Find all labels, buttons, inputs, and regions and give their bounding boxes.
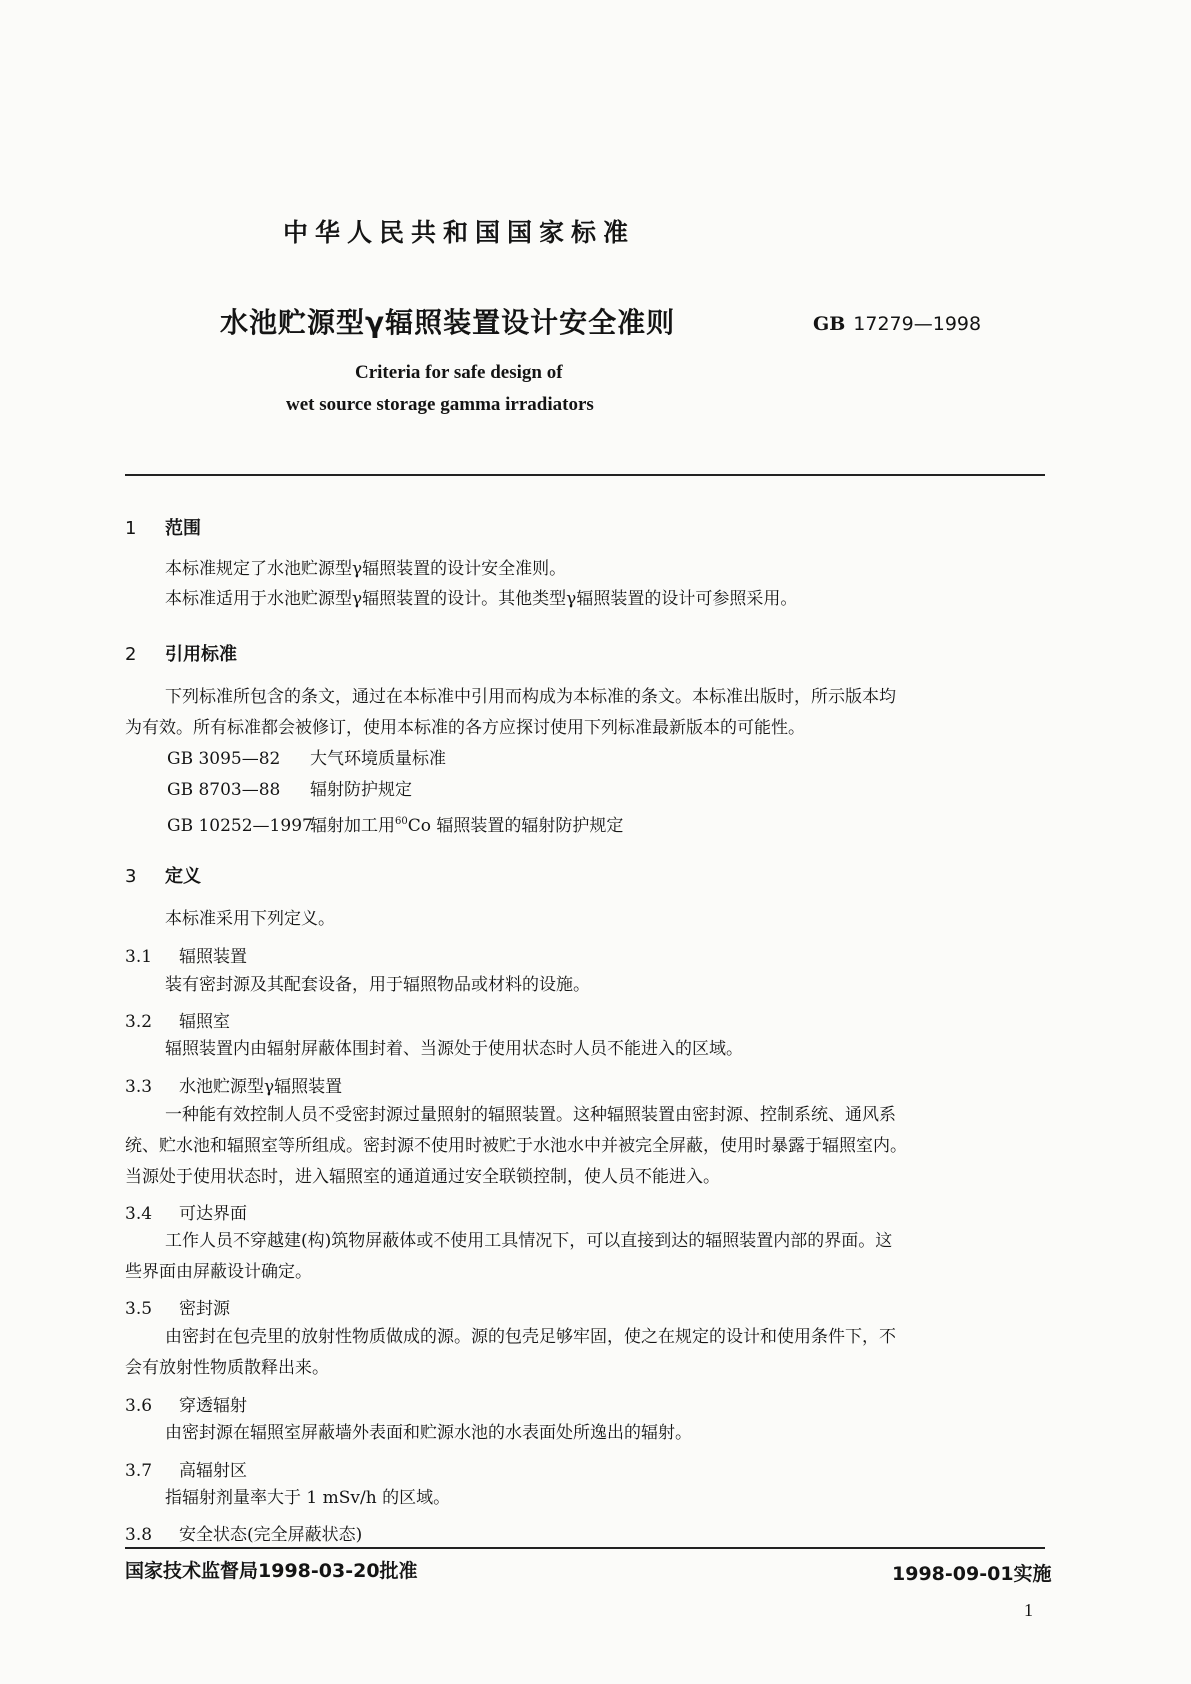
definition-3-3-line-1: 一种能有效控制人员不受密封源过量照射的辐照装置。这种辐照装置由密封源、控制系统、通风系 (165, 1105, 896, 1125)
definition-3-7-heading (125, 1456, 247, 1481)
definition-3-7-text: 指辐射剂量率大于 1 mSv/h 的区域。 (165, 1488, 451, 1508)
definition-term: 穿透辐射 (179, 1396, 247, 1416)
section-3-number: 3 (125, 866, 137, 887)
document-title: 水池贮源型γ辐照装置设计安全准则 (220, 306, 676, 339)
section-2-para-line-1: 下列标准所包含的条文，通过在本标准中引用而构成为本标准的条文。本标准出版时，所示版本均 (165, 687, 896, 707)
reference-item (167, 806, 623, 842)
reference-item (167, 775, 412, 806)
definition-term: 辐照室 (179, 1012, 230, 1032)
definition-3-3-line-3: 当源处于使用状态时，进入辐照室的通道通过安全联锁控制，使人员不能进入。 (125, 1167, 720, 1187)
definition-number: 3.6 (125, 1396, 153, 1416)
reference-code: GB 3095—82 (167, 749, 281, 769)
footer-rule (125, 1547, 1045, 1549)
definition-term: 密封源 (179, 1299, 230, 1319)
reference-code: GB 10252—1997 (167, 816, 313, 836)
definition-3-1-text: 装有密封源及其配套设备，用于辐照物品或材料的设施。 (165, 975, 590, 995)
standard-number (813, 313, 981, 335)
section-2-title: 引用标准 (165, 644, 237, 665)
gb-prefix: GB (813, 313, 846, 335)
definition-3-5-line-1: 由密封在包壳里的放射性物质做成的源。源的包壳足够牢固，使之在规定的设计和使用条件下，不 (165, 1327, 896, 1347)
reference-name-cont: Co 辐照装置的辐射防护规定 (407, 816, 624, 836)
approval-line: 国家技术监督局1998-03-20批准 (125, 1560, 418, 1582)
definition-3-3-line-2: 统、贮水池和辐照室等所组成。密封源不使用时被贮于水池水中并被完全屏蔽，使用时暴露于辐照室内。 (125, 1136, 907, 1156)
definition-3-5-heading (125, 1294, 230, 1319)
definition-3-8-heading (125, 1520, 362, 1545)
definition-number: 3.1 (125, 947, 153, 967)
english-title-line1: Criteria for safe design of (355, 362, 563, 383)
definition-3-4-line-1: 工作人员不穿越建(构)筑物屏蔽体或不使用工具情况下，可以直接到达的辐照装置内部的界面。这 (165, 1231, 893, 1251)
definition-3-6-text: 由密封源在辐照室屏蔽墙外表面和贮源水池的水表面处所逸出的辐射。 (165, 1423, 692, 1443)
definition-term: 辐照装置 (179, 947, 247, 967)
section-1-title: 范围 (165, 518, 201, 539)
definition-3-2-text: 辐照装置内由辐射屏蔽体围封着、当源处于使用状态时人员不能进入的区域。 (165, 1039, 743, 1059)
section-2-heading (125, 640, 237, 666)
reference-name: 辐射防护规定 (310, 780, 412, 800)
section-3-heading (125, 862, 201, 888)
definition-number: 3.3 (125, 1077, 153, 1097)
definition-number: 3.2 (125, 1012, 153, 1032)
definition-term: 可达界面 (179, 1204, 247, 1224)
definition-3-6-heading (125, 1391, 247, 1416)
reference-name: 辐射加工用 (310, 816, 395, 836)
section-1-para-2: 本标准适用于水池贮源型γ辐照装置的设计。其他类型γ辐照装置的设计可参照采用。 (165, 589, 798, 609)
gb-number: 17279—1998 (853, 313, 982, 335)
section-2-number: 2 (125, 644, 137, 665)
definition-3-1-heading (125, 942, 247, 967)
definition-3-2-heading (125, 1007, 230, 1032)
definition-3-3-heading (125, 1072, 342, 1097)
section-2-para-line-2: 为有效。所有标准都会被修订，使用本标准的各方应探讨使用下列标准最新版本的可能性。 (125, 718, 805, 738)
standard-banner: 中华人民共和国国家标准 (283, 218, 636, 247)
definition-3-5-line-2: 会有放射性物质散释出来。 (125, 1358, 329, 1378)
isotope-mass-number: 60 (395, 816, 408, 827)
reference-name: 大气环境质量标准 (310, 749, 446, 769)
header-rule (125, 474, 1045, 476)
section-3-title: 定义 (165, 866, 201, 887)
definition-number: 3.7 (125, 1461, 153, 1481)
definition-3-4-line-2: 些界面由屏蔽设计确定。 (125, 1262, 312, 1282)
section-1-para-1: 本标准规定了水池贮源型γ辐照装置的设计安全准则。 (165, 559, 567, 579)
reference-item (167, 744, 446, 775)
section-1-number: 1 (125, 518, 137, 539)
definition-term: 高辐射区 (179, 1461, 247, 1481)
english-title-line2: wet source storage gamma irradiators (286, 394, 594, 415)
definition-number: 3.8 (125, 1525, 153, 1545)
definition-number: 3.5 (125, 1299, 153, 1319)
definition-term: 安全状态(完全屏蔽状态) (179, 1525, 363, 1545)
effective-date-line: 1998-09-01实施 (892, 1563, 1052, 1585)
reference-code: GB 8703—88 (167, 780, 281, 800)
definition-number: 3.4 (125, 1204, 153, 1224)
definition-term: 水池贮源型γ辐照装置 (179, 1077, 343, 1097)
section-1-heading (125, 514, 201, 540)
page-number: 1 (1024, 1600, 1033, 1620)
definition-3-4-heading (125, 1199, 247, 1224)
section-3-intro: 本标准采用下列定义。 (165, 909, 335, 929)
